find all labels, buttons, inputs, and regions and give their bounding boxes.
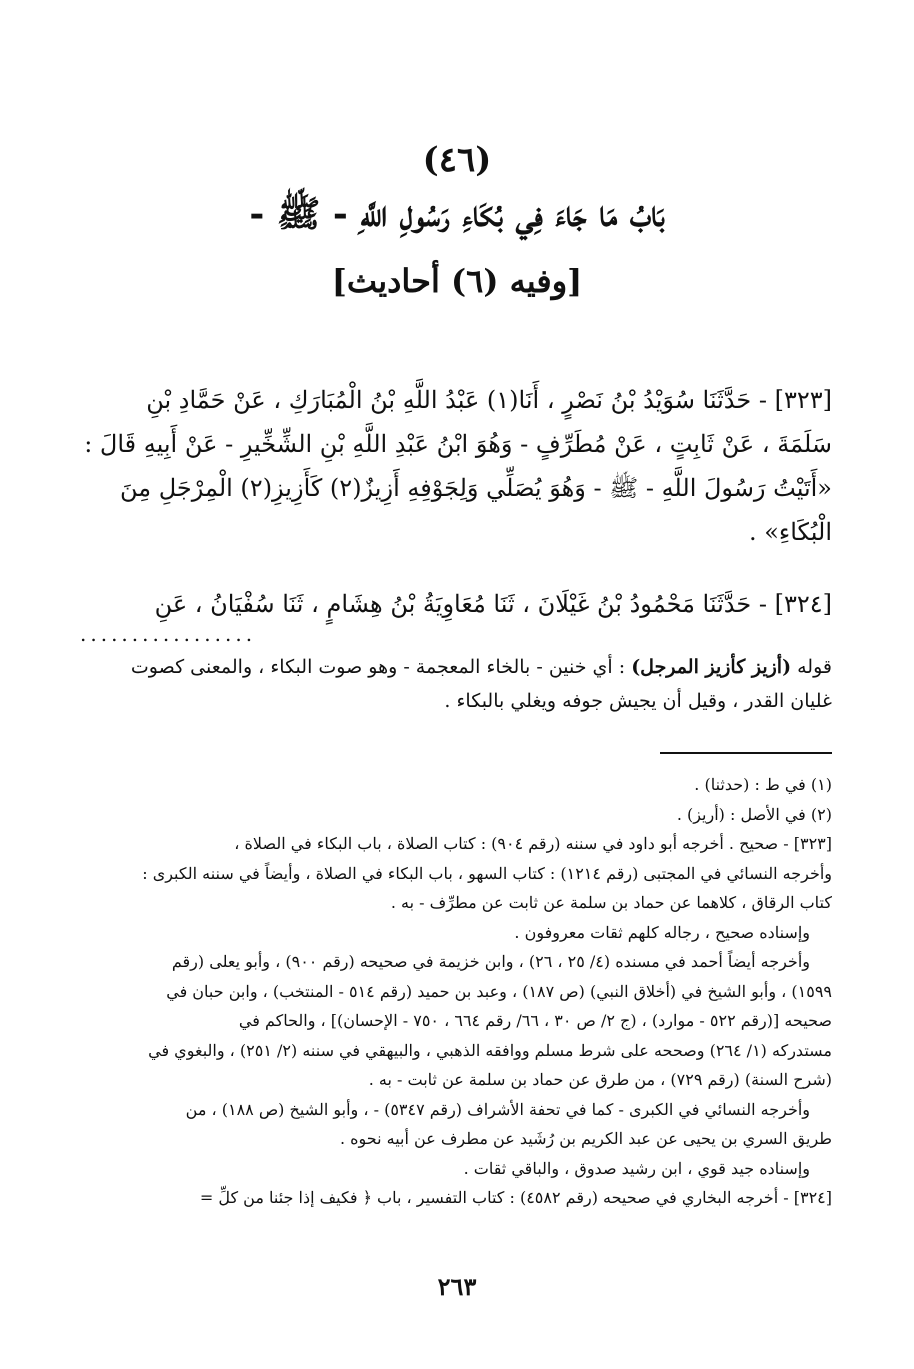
hadith-323 [80, 378, 832, 554]
hadith-line: [٣٢٤] - حَدَّثَنَا مَحْمُودُ بْنُ غَيْلَانَ ، ثَنَا مُعَاوِيَةُ بْنُ هِشَامٍ ، ثَنَا سُفْيَانُ ، عَنِ [154, 590, 832, 618]
footnote-line: ١٥٩٩) ، وأبو الشيخ في (أخلاق النبي) (ص ١٨٧) ، وعبد بن حميد (رقم ٥١٤ - المنتخب) ، وابن حبان في [166, 981, 832, 1001]
commentary [80, 650, 832, 718]
chapter-title: بَابُ مَا جَاءَ فِي بُكَاءِ رَسُولِ اللَّهِ - ﷺ - [249, 193, 665, 235]
footnote-line: وإسناده صحيح ، رجاله كلهم ثقات معروفون . [514, 922, 810, 942]
footnote-line: صحيحه [(رقم ٥٢٢ - موارد) ، (ج ٢/ ص ٣٠ ، ٦٦/ رقم ٦٦٤ ، ٧٥٠ - الإحسان)] ، والحاكم في [238, 1011, 832, 1030]
hadith-line: سَلَمَةَ ، عَنْ ثَابِتٍ ، عَنْ مُطَرِّفٍ - وَهُوَ ابْنُ عَبْدِ اللَّهِ بْنِ الشِّخِّيرِ - عَنْ أَبِيهِ قَالَ : [84, 430, 832, 458]
commentary-line: : أي خنين - بالخاء المعجمة - وهو صوت البكاء ، والمعنى كصوت [130, 656, 632, 678]
footnote-line: كتاب الرقاق ، كلاهما عن حماد بن سلمة عن ثابت عن مطرِّف - به . [390, 893, 832, 912]
footnote-line: [٣٢٤] - أخرجه البخاري في صحيحه (رقم ٤٥٨٢) : كتاب التفسير ، باب ﴿ فكيف إذا جئنا من كلِّ = [199, 1188, 832, 1207]
hadith-line: «أَتَيْتُ رَسُولَ اللَّهِ - ﷺ - وَهُوَ يُصَلِّي وَلِجَوْفِهِ أَزِيزٌ(٢) كَأَزِيزِ(٢) الْمِرْجَلِ مِنَ [119, 474, 832, 502]
footnote-divider [660, 752, 832, 754]
hadith-324 [80, 582, 832, 626]
commentary-lead: قوله [797, 656, 832, 678]
hadith-line: الْبُكَاءِ» . [748, 518, 832, 546]
footnote-line: طريق السري بن يحيى عن عبد الكريم بن رُشَيد عن مطرف عن أبيه نحوه . [339, 1129, 832, 1148]
footnote-line: وإسناده جيد قوي ، ابن رشيد صدوق ، والباقي ثقات . [463, 1158, 810, 1178]
footnote-line: وأخرجه النسائي في الكبرى - كما في تحفة الأشراف (رقم ٥٣٤٧) - ، وأبو الشيخ (ص ١٨٨) ، من [185, 1099, 810, 1119]
footnotes [80, 770, 832, 1213]
hadith-line: [٣٢٣] - حَدَّثَنَا سُوَيْدُ بْنُ نَصْرٍ ، أَنَا(١) عَبْدُ اللَّهِ بْنُ الْمُبَارَكِ ، عَنْ حَمَّادِ بْنِ [146, 386, 832, 414]
footnote-line: مستدركه (١/ ٢٦٤) وصححه على شرط مسلم ووافقه الذهبي ، والبيهقي في سننه (٢/ ٢٥١) ، والبغوي في [148, 1040, 832, 1060]
footnote-line: (٢) في الأصل : (أريز) . [676, 804, 832, 824]
footnote-line: (١) في ط : (حدثنا) . [694, 775, 832, 794]
footnote-line: وأخرجه النسائي في المجتبى (رقم ١٢١٤) : كتاب السهو ، باب البكاء في الصلاة ، وأيضاً في سننه الكبرى : [142, 863, 832, 883]
chapter-subtitle: [وفيه (٦) أحاديث] [331, 262, 583, 300]
footnote-line: [٣٢٣] - صحيح . أخرجه أبو داود في سننه (رقم ٩٠٤) : كتاب الصلاة ، باب البكاء في الصلاة ، [234, 834, 832, 853]
page-number: ٢٦٣ [437, 1272, 477, 1301]
chapter-number: (٤٦) [422, 140, 492, 180]
footnote-line: (شرح السنة) (رقم ٧٢٩) ، من طرق عن حماد بن سلمة عن ثابت - به . [368, 1070, 832, 1089]
commentary-term: (أزيز كأزيز المرجل) [631, 656, 792, 678]
footnote-line: وأخرجه أيضاً أحمد في مسنده (٤/ ٢٥ ، ٢٦) ، وابن خزيمة في صحيحه (رقم ٩٠٠) ، وأبو يعلى (رقم [171, 952, 810, 971]
ellipsis-dots: ................. [80, 622, 257, 646]
commentary-line: غليان القدر ، وقيل أن يجيش جوفه ويغلي بالبكاء . [444, 690, 832, 712]
